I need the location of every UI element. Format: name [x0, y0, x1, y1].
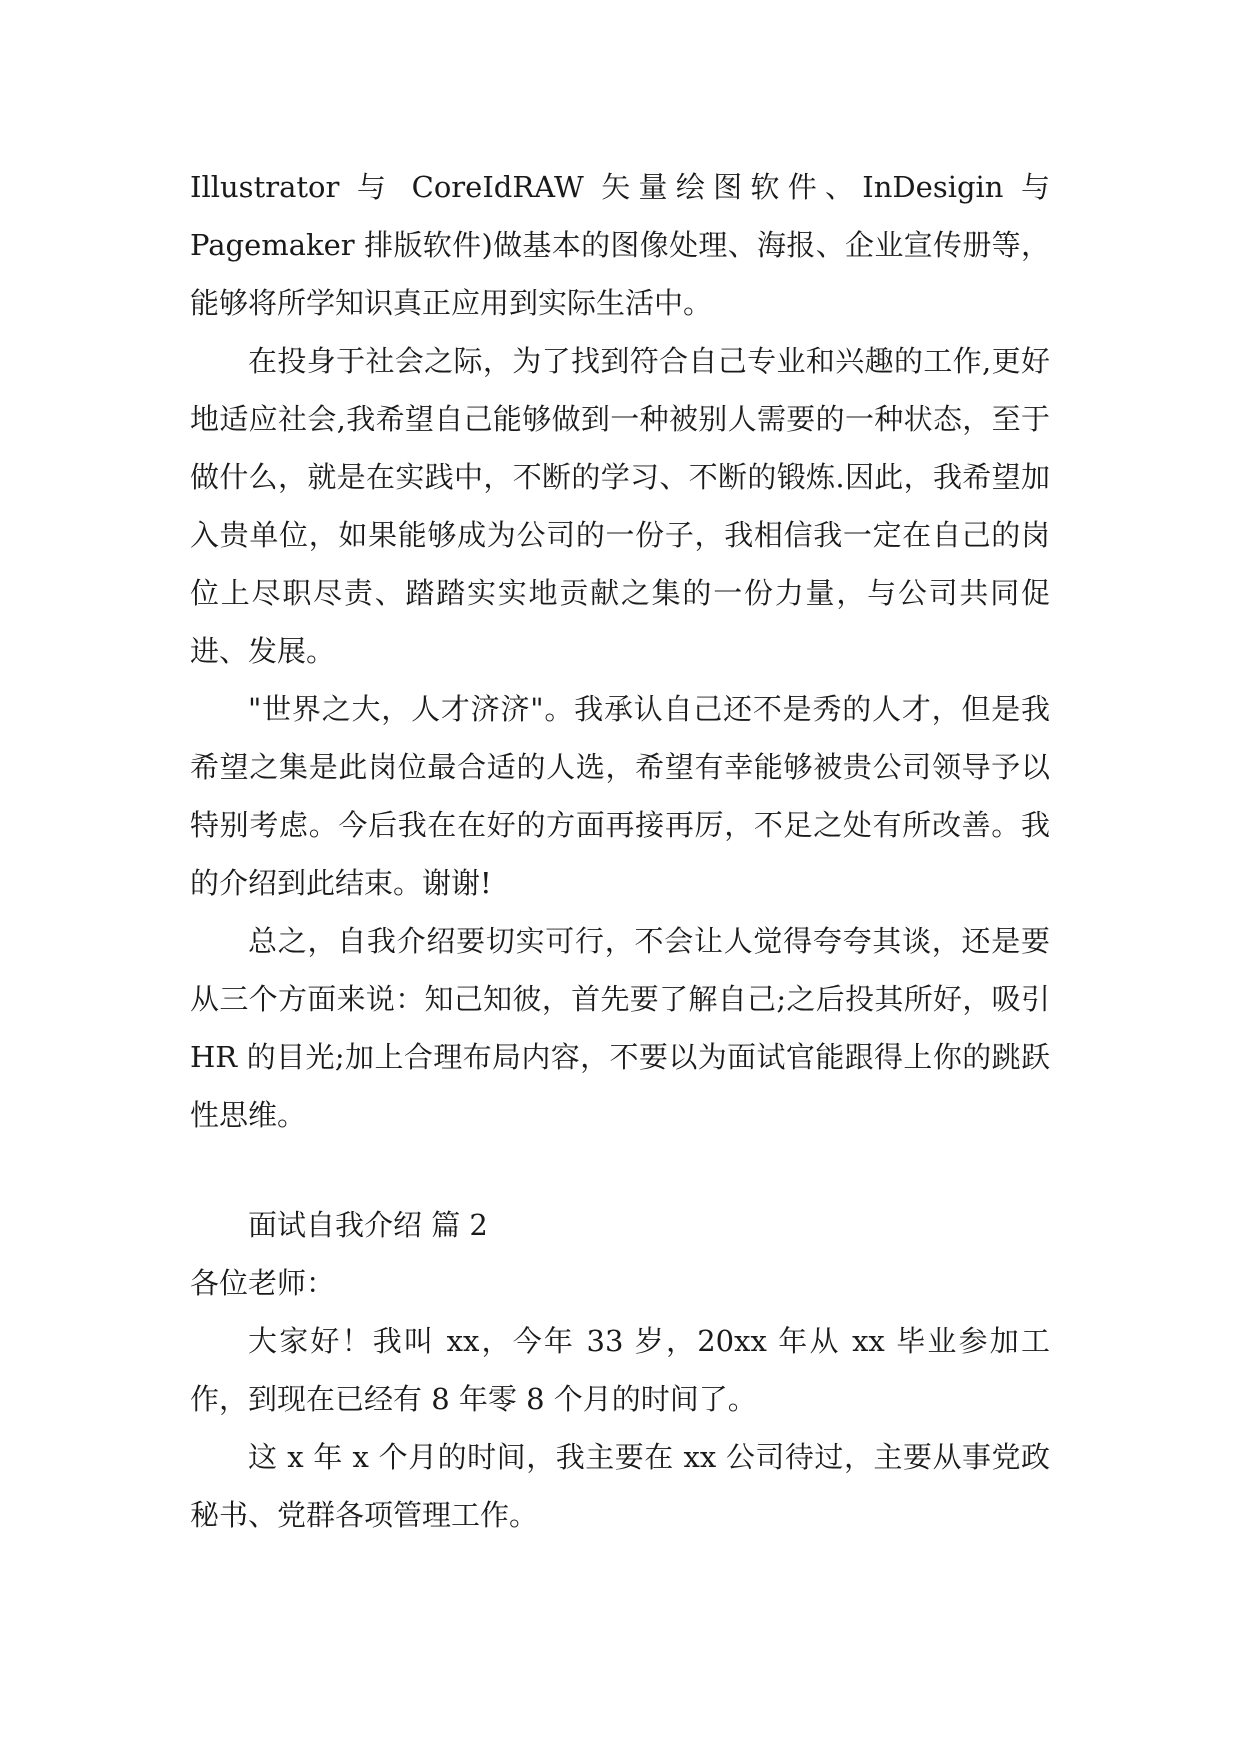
- document-page: [190, 158, 1050, 1544]
- section-spacer: [190, 1144, 1050, 1196]
- paragraph: 在投身于社会之际，为了找到符合自己专业和兴趣的工作,更好地适应社会,我希望自己能够做到一种被别人需要的一种状态，至于做什么，就是在实践中，不断的学习、不断的锻炼.因此，我希望加入贵单位，如果能够成为公司的一份子，我相信我一定在自己的岗位上尽职尽责、踏踏实实地贡献之集的一份力量，与公司共同促进、发展。: [190, 344, 1050, 668]
- salutation: 各位老师：: [190, 1266, 336, 1300]
- paragraph: 总之，自我介绍要切实可行，不会让人觉得夸夸其谈，还是要从三个方面来说：知己知彼，首先要了解自己;之后投其所好，吸引 HR 的目光;加上合理布局内容，不要以为面试官能跟得上你的跳跃性思维。: [190, 924, 1050, 1132]
- paragraph: 这 x 年 x 个月的时间，我主要在 xx 公司待过，主要从事党政秘书、党群各项管理工作。: [190, 1440, 1050, 1532]
- paragraph: Illustrator 与 CoreIdRAW 矢量绘图软件、InDesigin 与 Pagemaker 排版软件)做基本的图像处理、海报、企业宣传册等，能够将所学知识真正应用到实际生活中。: [190, 170, 1050, 320]
- section-title: 面试自我介绍 篇 2: [248, 1208, 488, 1242]
- paragraph: "世界之大，人才济济"。我承认自己还不是秀的人才，但是我希望之集是此岗位最合适的人选，希望有幸能够被贵公司领导予以特别考虑。今后我在在好的方面再接再厉，不足之处有所改善。我的介绍到此结束。谢谢!: [190, 692, 1050, 900]
- paragraph: 大家好！我叫 xx，今年 33 岁，20xx 年从 xx 毕业参加工作，到现在已经有 8 年零 8 个月的时间了。: [190, 1324, 1050, 1416]
